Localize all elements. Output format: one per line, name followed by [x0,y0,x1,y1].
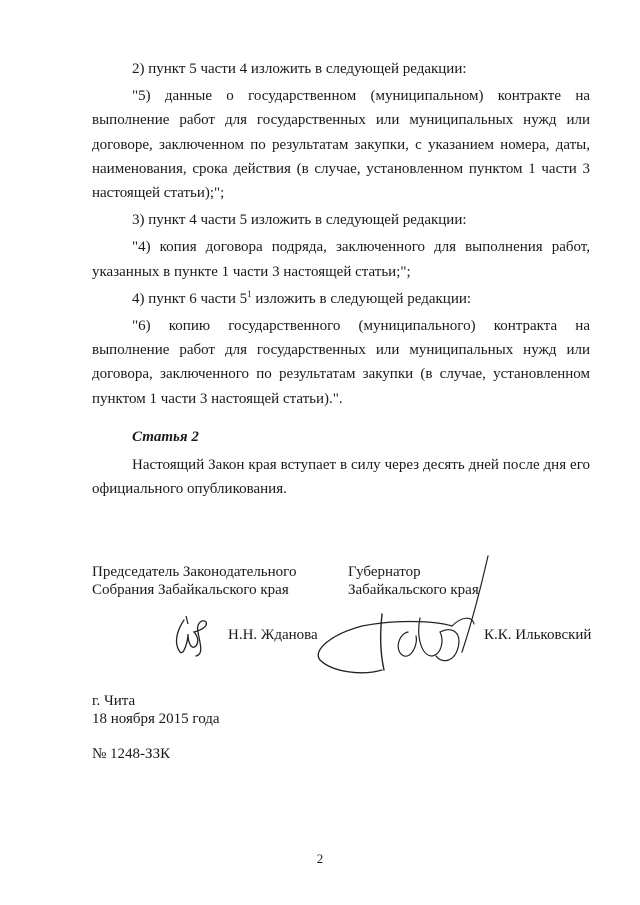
page-number: 2 [316,851,324,866]
signing-date: 18 ноября 2015 года [92,711,220,727]
article-heading: Статья 2 [132,428,199,445]
paragraph-3: 3) пункт 4 части 5 изложить в следующей редакции: [132,212,467,229]
document-body [92,57,590,504]
left-title-line-2: Собрания Забайкальского края [92,582,289,598]
paragraph-5-start: 4) пункт 6 части 5 [132,290,248,307]
left-signatory-title [92,563,296,599]
paragraph-1: 2) пункт 5 части 4 изложить в следующей редакции: [132,61,467,77]
left-signature-icon [166,610,216,660]
left-title-line-1: Председатель Законодательного [92,564,297,580]
right-signatory-name: К.К. Ильковский [484,627,592,643]
law-number: № 1248-ЗЗК [92,746,171,762]
paragraph-6: "6) копию государственного (муниципального) контракта на выполнение работ для государственных или муниципальных нужд или договора, заключенного по результатам закупки (в случае, установленном пунктом 1 части 3 настоящей статьи).". [92,318,590,407]
left-signatory-name: Н.Н. Жданова [228,627,318,643]
city: г. Чита [92,693,136,709]
paragraph-2: "5) данные о государственном (муниципальном) контракте на выполнение работ для государственных или муниципальных нужд или договоре, заключенном по результатам закупки, с указанием номера, даты, наименования, срока действия (в случае, установленном пунктом 1 части 3 настоящей статьи);"; [92,88,590,202]
paragraph-5 [92,287,590,311]
paragraph-5-superscript: 1 [247,288,252,299]
right-signature-icon [312,552,502,692]
right-title-line-1: Губернатор [348,564,421,580]
paragraph-4: "4) копия договора подряда, заключенного для выполнения работ, указанных в пункте 1 части 3 настоящей статьи;"; [92,239,590,280]
paragraph-5-end: изложить в следующей редакции: [251,290,472,307]
right-title-line-2: Забайкальского края [348,582,479,598]
paragraph-7: Настоящий Закон края вступает в силу через десять дней после дня его официального опубликования. [92,457,590,498]
